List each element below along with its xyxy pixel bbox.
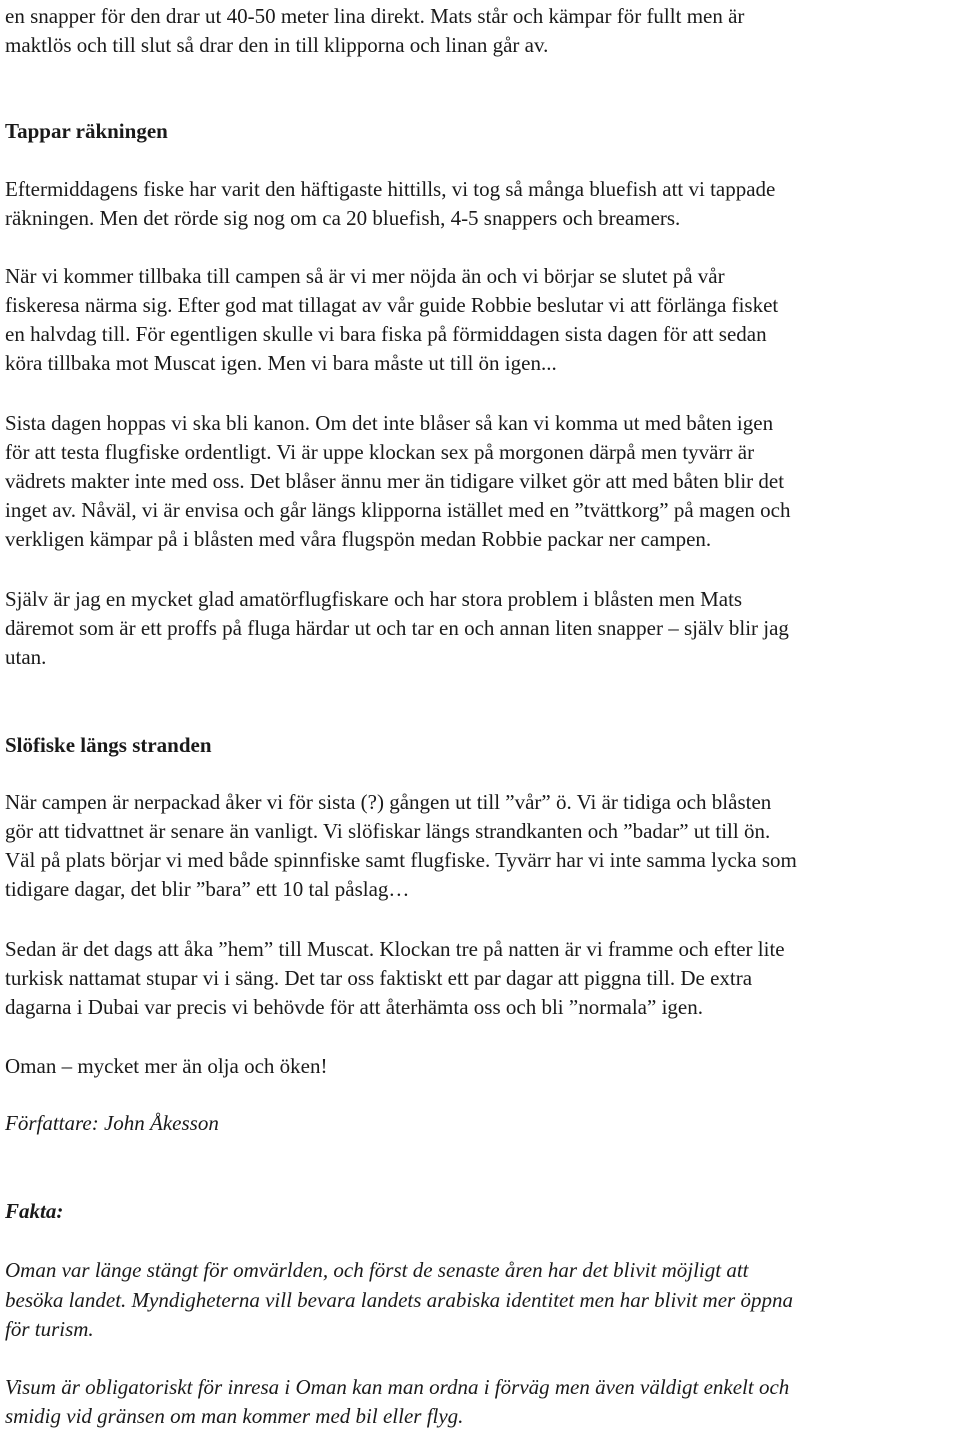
paragraph-line: vädrets makter inte med oss. Det blåser ännu mer än tidigare vilket gör att med båten blir det bbox=[5, 469, 785, 493]
paragraph-line: köra tillbaka mot Muscat igen. Men vi bara måste ut till ön igen... bbox=[5, 351, 557, 375]
paragraph-line: dagarna i Dubai var precis vi behövde för att återhämta oss och bli ”normala” igen. bbox=[5, 995, 703, 1019]
section-heading-slofiske: Slöfiske längs stranden bbox=[5, 733, 212, 757]
paragraph-line: verkligen kämpar på i blåsten med våra flugspön medan Robbie packar ner campen. bbox=[5, 527, 712, 551]
paragraph-line: en halvdag till. För egentligen skulle vi bara fiska på förmiddagen sista dagen för att sedan bbox=[5, 322, 767, 346]
fakta-line: för turism. bbox=[5, 1317, 94, 1341]
paragraph-line: När campen är nerpackad åker vi för sista (?) gången ut till ”vår” ö. Vi är tidiga och blåsten bbox=[5, 790, 772, 814]
paragraph-line: däremot som är ett proffs på fluga härdar ut och tar en och annan liten snapper – själv blir jag bbox=[5, 616, 789, 640]
paragraph-line: Sedan är det dags att åka ”hem” till Muscat. Klockan tre på natten är vi framme och efter lite bbox=[5, 937, 785, 961]
paragraph-line: utan. bbox=[5, 645, 47, 669]
fakta-line: Visum är obligatoriskt för inresa i Oman kan man ordna i förväg men även väldigt enkelt och bbox=[5, 1375, 790, 1399]
section-heading-tappar: Tappar räkningen bbox=[5, 119, 168, 143]
paragraph-line: Väl på plats börjar vi med både spinnfiske samt flugfiske. Tyvärr har vi inte samma lycka som bbox=[5, 848, 797, 872]
fakta-line: Oman var länge stängt för omvärlden, och först de senaste åren har det blivit möjligt att bbox=[5, 1258, 749, 1282]
closing-line: Oman – mycket mer än olja och öken! bbox=[5, 1054, 328, 1078]
paragraph-line: fiskeresa närma sig. Efter god mat tillagat av vår guide Robbie beslutar vi att förlänga fisket bbox=[5, 293, 779, 317]
paragraph-line: räkningen. Men det rörde sig nog om ca 20 bluefish, 4-5 snappers och breamers. bbox=[5, 206, 681, 230]
paragraph-line: När vi kommer tillbaka till campen så är vi mer nöjda än och vi börjar se slutet på vår bbox=[5, 264, 725, 288]
paragraph-line: för att testa flugfiske ordentligt. Vi är uppe klockan sex på morgonen därpå men tyvärr är bbox=[5, 440, 755, 464]
fakta-line: besöka landet. Myndigheterna vill bevara landets arabiska identitet men har blivit mer öppna bbox=[5, 1288, 793, 1312]
intro-line: en snapper för den drar ut 40-50 meter lina direkt. Mats står och kämpar för fullt men är bbox=[5, 4, 745, 28]
paragraph-line: Eftermiddagens fiske har varit den häftigaste hittills, vi tog så många bluefish att vi tappade bbox=[5, 177, 776, 201]
paragraph-line: inget av. Nåväl, vi är envisa och går längs klipporna istället med en ”tvättkorg” på magen och bbox=[5, 498, 791, 522]
fakta-heading: Fakta: bbox=[5, 1199, 64, 1223]
fakta-line: smidig vid gränsen om man kommer med bil eller flyg. bbox=[5, 1404, 464, 1428]
paragraph-line: gör att tidvattnet är senare än vanligt. Vi slöfiskar längs strandkanten och ”badar” ut till ön. bbox=[5, 819, 771, 843]
paragraph-line: turkisk nattamat stupar vi i säng. Det tar oss faktiskt ett par dagar att piggna till. De extra bbox=[5, 966, 753, 990]
paragraph-line: Sista dagen hoppas vi ska bli kanon. Om det inte blåser så kan vi komma ut med båten igen bbox=[5, 411, 774, 435]
intro-line: maktlös och till slut så drar den in till klipporna och linan går av. bbox=[5, 33, 549, 57]
paragraph-line: Själv är jag en mycket glad amatörflugfiskare och har stora problem i blåsten men Mats bbox=[5, 587, 743, 611]
author-byline: Författare: John Åkesson bbox=[5, 1111, 219, 1135]
paragraph-line: tidigare dagar, det blir ”bara” ett 10 tal påslag… bbox=[5, 877, 410, 901]
